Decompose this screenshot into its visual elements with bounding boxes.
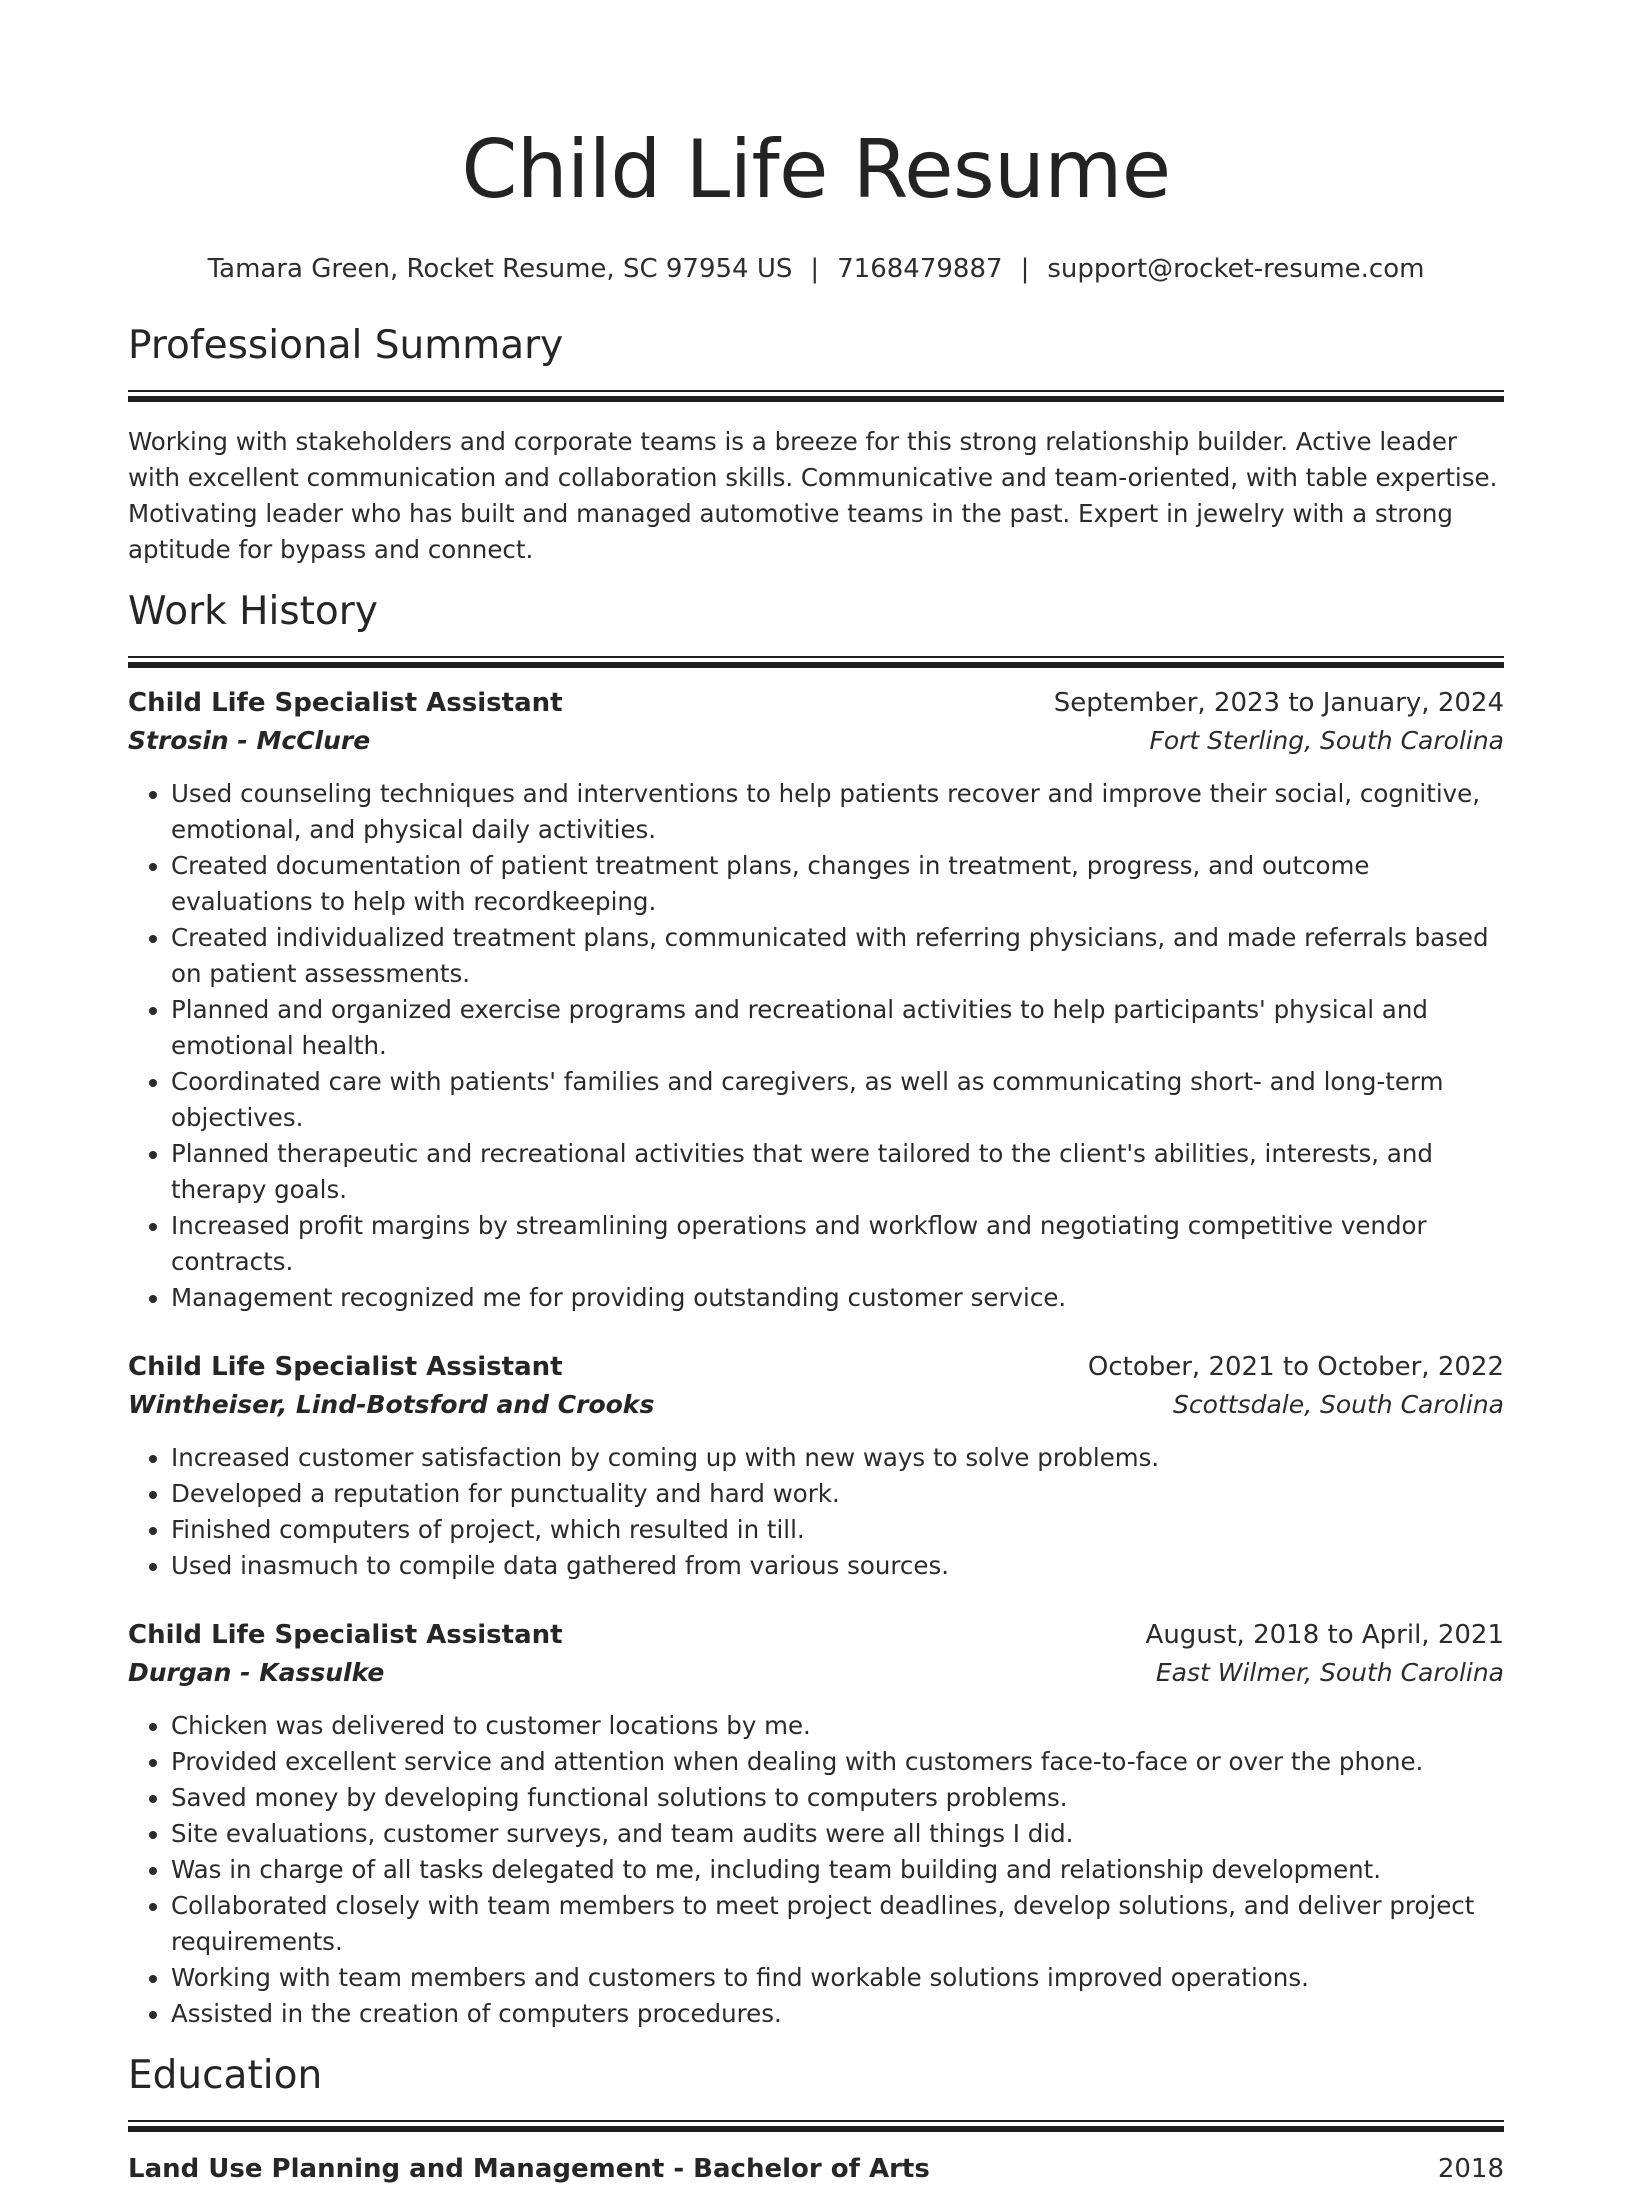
- job-header-row: [128, 684, 1504, 722]
- contact-email: support@rocket-resume.com: [1047, 254, 1425, 284]
- job-bullet-list: [128, 1440, 1504, 1584]
- contact-separator: |: [810, 254, 820, 284]
- contact-line: [128, 252, 1504, 286]
- job-bullet: • Site evaluations, customer surveys, and team audits were all things I did.: [171, 1816, 1504, 1852]
- education-year: 2018: [1437, 2154, 1504, 2184]
- education-row: [128, 2150, 1504, 2188]
- job-bullet-list: [128, 776, 1504, 1316]
- section-divider: [128, 2120, 1504, 2132]
- job-entry: [128, 1616, 1504, 2032]
- job-location: Fort Sterling, South Carolina: [1149, 726, 1504, 755]
- job-subheader-row: [128, 1386, 1504, 1424]
- job-bullet: • Planned and organized exercise programs and recreational activities to help participants' physical and emotional health.: [171, 992, 1504, 1064]
- job-bullet-list: [128, 1708, 1504, 2032]
- job-bullet: • Increased customer satisfaction by coming up with new ways to solve problems.: [171, 1440, 1504, 1476]
- work-history-section: [128, 588, 1504, 2032]
- job-dates: September, 2023 to January, 2024: [1053, 688, 1504, 718]
- job-title: Child Life Specialist Assistant: [128, 1620, 563, 1650]
- education-heading: Education: [128, 2053, 323, 2098]
- contact-separator: |: [1020, 254, 1030, 284]
- education-section: [128, 2052, 1504, 2188]
- education-degree: Land Use Planning and Management - Bachelor of Arts: [128, 2154, 930, 2184]
- job-title: Child Life Specialist Assistant: [128, 1352, 563, 1382]
- job-company: Wintheiser, Lind-Botsford and Crooks: [128, 1390, 655, 1419]
- job-subheader-row: [128, 722, 1504, 760]
- job-dates: October, 2021 to October, 2022: [1087, 1352, 1504, 1382]
- job-bullet: • Used counseling techniques and interventions to help patients recover and improve their social, cognitive, emotional, and physical daily activities.: [171, 776, 1504, 848]
- job-dates: August, 2018 to April, 2021: [1145, 1620, 1504, 1650]
- job-bullet: • Finished computers of project, which resulted in till.: [171, 1512, 1504, 1548]
- job-bullet: • Management recognized me for providing outstanding customer service.: [171, 1280, 1504, 1316]
- job-bullet: • Created documentation of patient treatment plans, changes in treatment, progress, and outcome evaluations to help with recordkeeping.: [171, 848, 1504, 920]
- section-divider: [128, 656, 1504, 668]
- contact-address: Tamara Green, Rocket Resume, SC 97954 US: [207, 254, 793, 284]
- job-bullet: • Developed a reputation for punctuality and hard work.: [171, 1476, 1504, 1512]
- job-bullet: • Working with team members and customers to find workable solutions improved operations.: [171, 1960, 1504, 1996]
- resume-title: Child Life Resume: [461, 123, 1171, 216]
- job-location: Scottsdale, South Carolina: [1173, 1390, 1504, 1419]
- job-bullet: • Chicken was delivered to customer locations by me.: [171, 1708, 1504, 1744]
- job-company: Strosin - McClure: [128, 726, 371, 755]
- job-bullet: • Used inasmuch to compile data gathered from various sources.: [171, 1548, 1504, 1584]
- work-history-heading: Work History: [128, 589, 378, 634]
- job-bullet: • Assisted in the creation of computers procedures.: [171, 1996, 1504, 2032]
- job-entry: [128, 684, 1504, 1316]
- job-title: Child Life Specialist Assistant: [128, 688, 563, 718]
- job-subheader-row: [128, 1654, 1504, 1692]
- job-bullet: • Collaborated closely with team members to meet project deadlines, develop solutions, and deliver project requirements.: [171, 1888, 1504, 1960]
- job-bullet: • Saved money by developing functional solutions to computers problems.: [171, 1780, 1504, 1816]
- job-bullet: • Increased profit margins by streamlining operations and workflow and negotiating competitive vendor contracts.: [171, 1208, 1504, 1280]
- job-company: Durgan - Kassulke: [128, 1658, 385, 1687]
- job-bullet: • Planned therapeutic and recreational activities that were tailored to the client's abilities, interests, and therapy goals.: [171, 1136, 1504, 1208]
- job-bullet: • Was in charge of all tasks delegated to me, including team building and relationship development.: [171, 1852, 1504, 1888]
- summary-text: Working with stakeholders and corporate teams is a breeze for this strong relationship builder. Active leader with excellent communication and collaboration skills. Communicative and team-oriented, with table expertise. Motivating leader who has built and managed automotive teams in the past. Expert in jewelry with a strong aptitude for bypass and connect.: [128, 427, 1498, 564]
- section-divider: [128, 390, 1504, 402]
- contact-phone: 7168479887: [837, 254, 1003, 284]
- job-entry: [128, 1348, 1504, 1584]
- job-bullet: • Created individualized treatment plans, communicated with referring physicians, and made referrals based on patient assessments.: [171, 920, 1504, 992]
- job-header-row: [128, 1616, 1504, 1654]
- summary-section: [128, 322, 1504, 568]
- job-bullet: • Provided excellent service and attention when dealing with customers face-to-face or over the phone.: [171, 1744, 1504, 1780]
- job-header-row: [128, 1348, 1504, 1386]
- job-bullet: • Coordinated care with patients' families and caregivers, as well as communicating short- and long-term objectives.: [171, 1064, 1504, 1136]
- job-location: East Wilmer, South Carolina: [1155, 1658, 1504, 1687]
- summary-heading: Professional Summary: [128, 323, 564, 368]
